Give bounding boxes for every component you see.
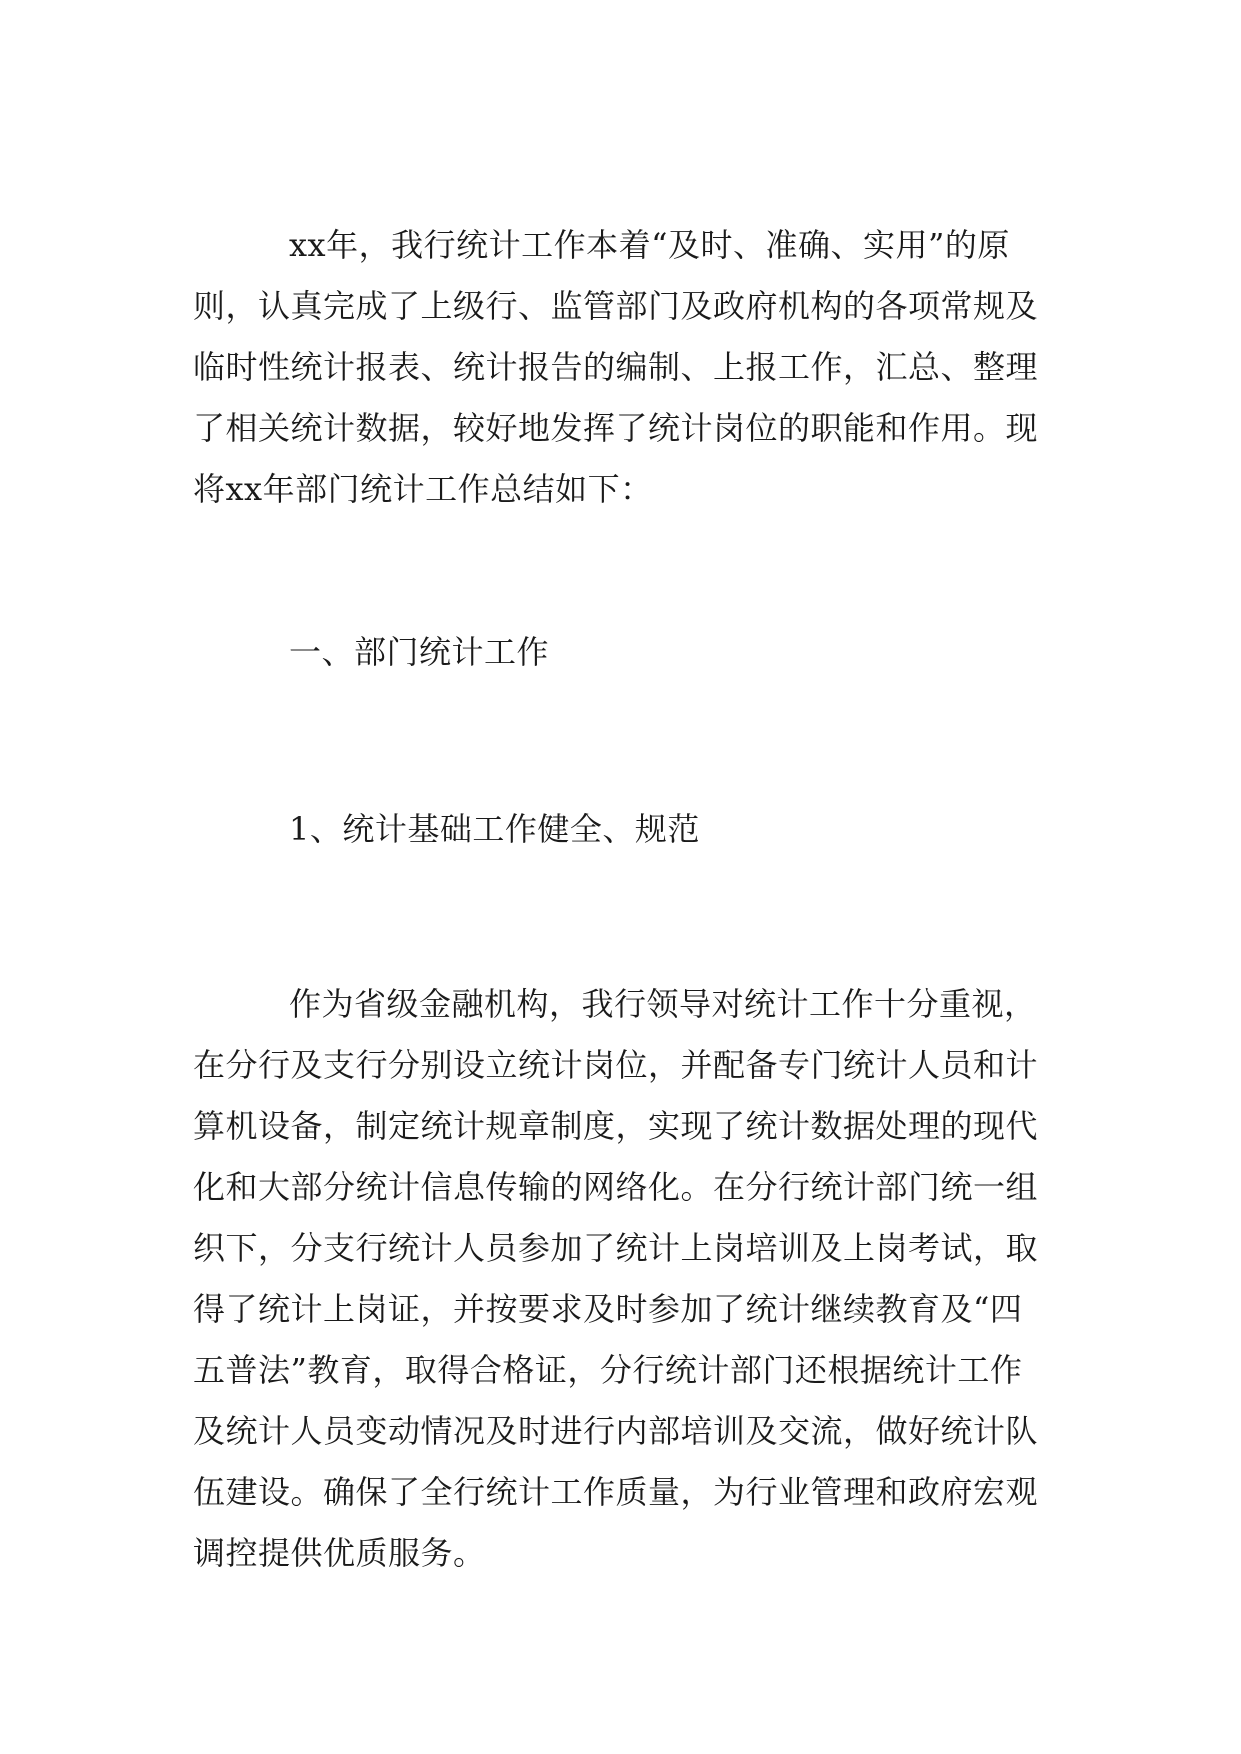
- paragraph-line: 得了统计上岗证，并按要求及时参加了统计继续教育及“四: [193, 1290, 1023, 1328]
- paragraph-line: 作为省级金融机构，我行领导对统计工作十分重视，: [289, 985, 1037, 1023]
- paragraph-line: 调控提供优质服务。: [193, 1534, 486, 1572]
- paragraph-line: 织下，分支行统计人员参加了统计上岗培训及上岗考试，取: [193, 1229, 1039, 1267]
- paragraph-line: 伍建设。确保了全行统计工作质量，为行业管理和政府宏观: [193, 1473, 1039, 1511]
- paragraph-line: 化和大部分统计信息传输的网络化。在分行统计部门统一组: [193, 1168, 1039, 1206]
- body-paragraph: [193, 974, 1053, 1584]
- paragraph-line: 在分行及支行分别设立统计岗位，并配备专门统计人员和计: [193, 1046, 1039, 1084]
- intro-paragraph: [193, 215, 1053, 520]
- section-heading: [193, 622, 1053, 683]
- section-heading-text: 一、部门统计工作: [289, 633, 550, 671]
- subsection-heading: [193, 799, 1053, 860]
- paragraph-line: 将xx年部门统计工作总结如下：: [193, 470, 653, 508]
- paragraph-line: 及统计人员变动情况及时进行内部培训及交流，做好统计队: [193, 1412, 1039, 1450]
- paragraph-line: 则，认真完成了上级行、监管部门及政府机构的各项常规及: [193, 287, 1039, 325]
- paragraph-line: 了相关统计数据，较好地发挥了统计岗位的职能和作用。现: [193, 409, 1039, 447]
- paragraph-line: 算机设备，制定统计规章制度，实现了统计数据处理的现代: [193, 1107, 1039, 1145]
- paragraph-line: xx年，我行统计工作本着“及时、准确、实用”的原: [289, 226, 1010, 264]
- subsection-heading-text: 1、统计基础工作健全、规范: [289, 810, 700, 848]
- paragraph-line: 临时性统计报表、统计报告的编制、上报工作，汇总、整理: [193, 348, 1039, 386]
- paragraph-line: 五普法”教育，取得合格证，分行统计部门还根据统计工作: [193, 1351, 1023, 1389]
